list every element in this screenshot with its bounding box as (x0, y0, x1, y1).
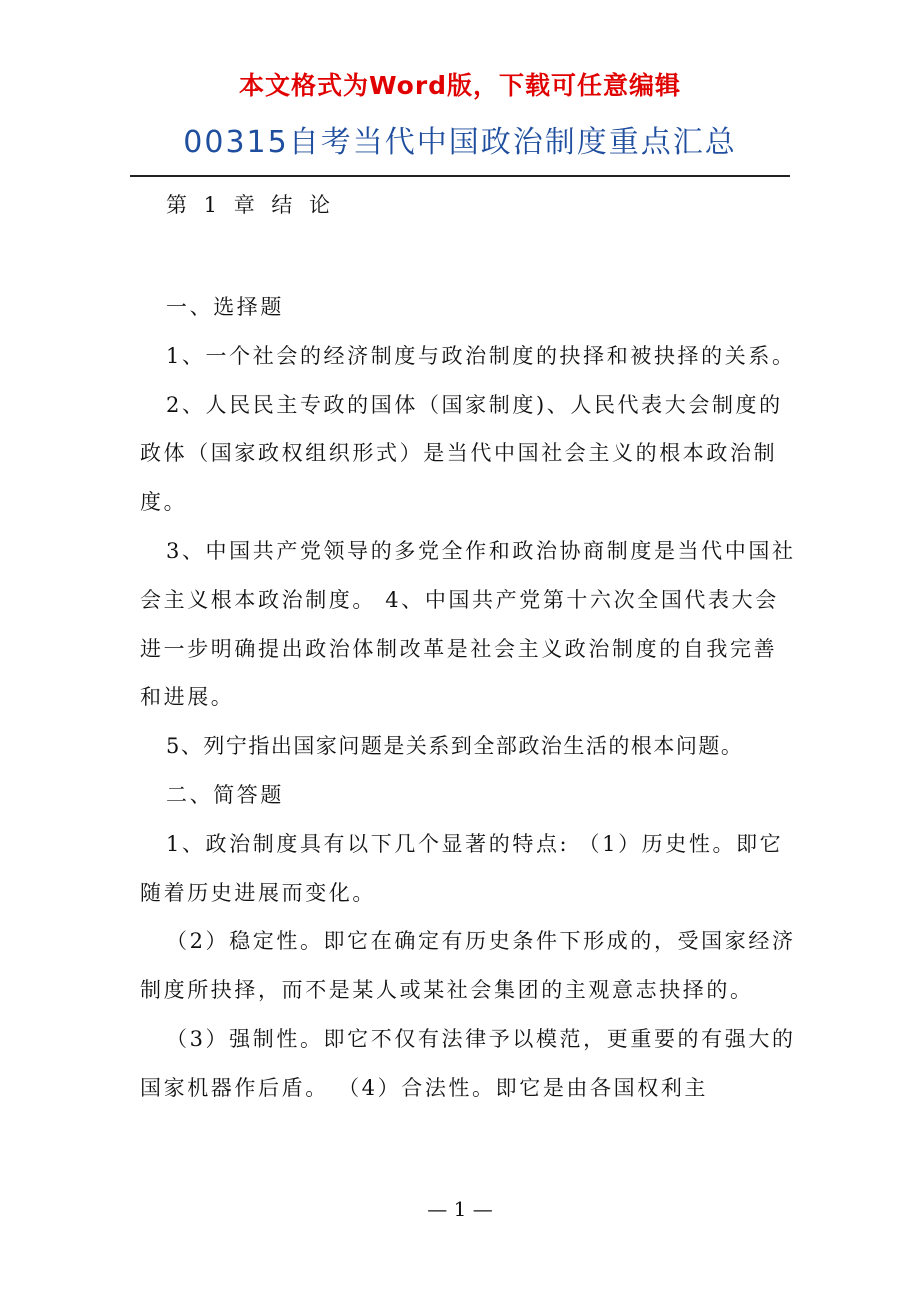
paragraph-short-2: （2）稳定性。即它在确定有历史条件下形成的，受国家经济制度所抉择，而不是某人或某社会集团的主观意志抉择的。 (140, 929, 796, 1003)
format-notice: 本文格式为Word版，下载可任意编辑 (238, 71, 682, 100)
section-heading-choice: 一、选择题 (166, 295, 284, 319)
chapter-heading: 第 1 章 结 论 (166, 193, 336, 217)
page-number: — 1 — (427, 1197, 493, 1221)
paragraph-short-3: （3）强制性。即它不仅有法律予以模范，更重要的有强大的国家机器作后盾。 （4）合法性。即它是由各国权利主 (140, 1026, 796, 1100)
section-heading-short-answer: 二、简答题 (166, 782, 284, 807)
paragraph-5: 5、列宁指出国家问题是关系到全部政治生活的根本问题。 (166, 734, 744, 759)
paragraph-3: 3、中国共产党领导的多党全作和政治协商制度是当代中国社会主义根本政治制度。 4、中国共产党第十六次全国代表大会进一步明确提出政治体制改革是社会主义政治制度的自我完善和进展。 (140, 538, 796, 710)
title-underline (130, 175, 790, 177)
paragraph-1: 1、一个社会的经济制度与政治制度的抉择和被抉择的关系。 (166, 343, 796, 368)
paragraph-2: 2、人民民主专政的国体（国家制度)、人民代表大会制度的政体（国家政权组织形式）是当代中国社会主义的根本政治制度。 (140, 392, 783, 515)
document-body (140, 283, 800, 1113)
document-title: 00315自考当代中国政治制度重点汇总 (183, 125, 737, 160)
paragraph-short-1: 1、政治制度具有以下几个显著的特点: （1）历史性。即它随着历史进展而变化。 (140, 831, 784, 905)
